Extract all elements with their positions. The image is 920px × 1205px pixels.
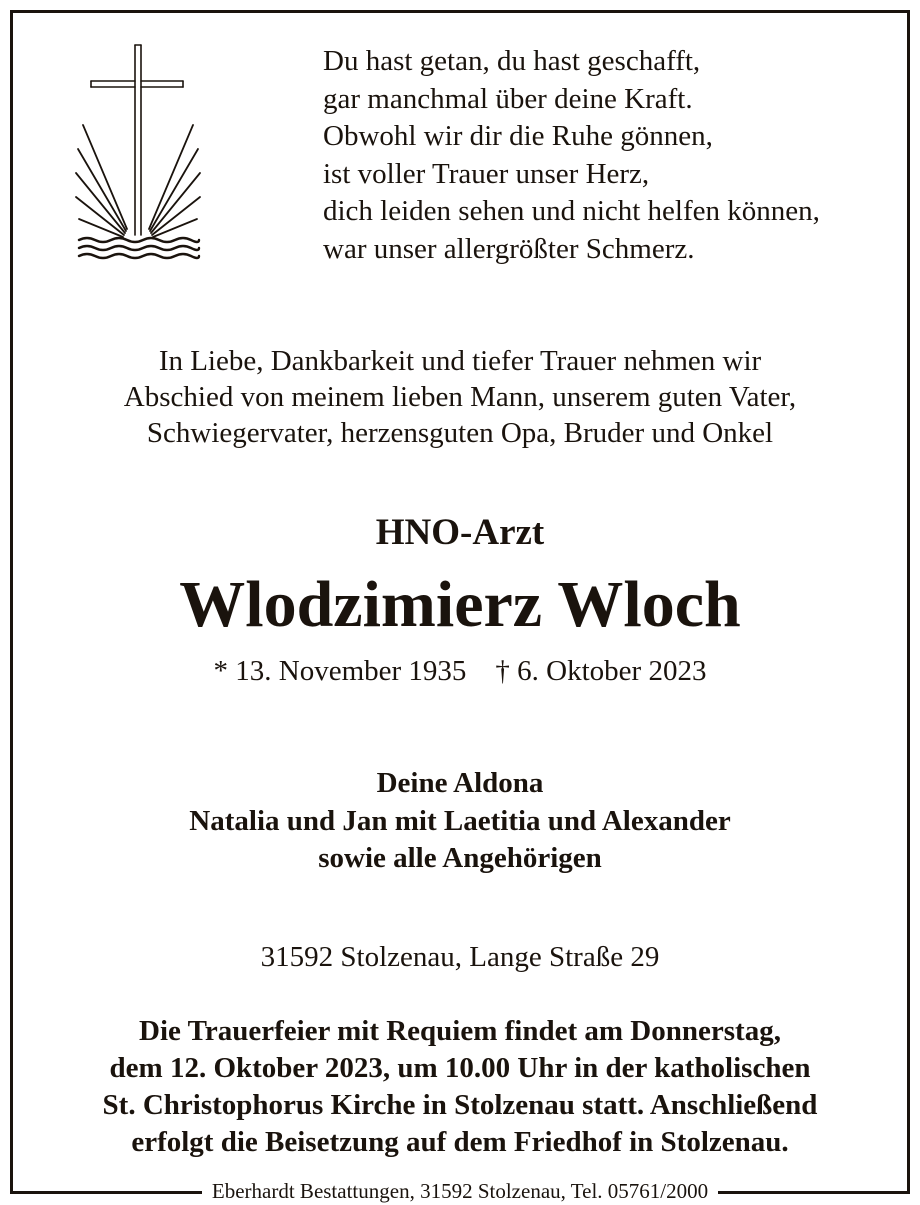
life-dates: * 13. November 1935 † 6. Oktober 2023 [213, 655, 707, 687]
poem-line: Obwohl wir dir die Ruhe gönnen, [323, 120, 713, 152]
farewell-intro [13, 343, 907, 451]
mourners-list [13, 765, 907, 878]
poem-line: ist voller Trauer unser Herz, [323, 157, 650, 190]
deceased-name: Wlodzimierz Wloch [179, 568, 741, 641]
intro-line: In Liebe, Dankbarkeit und tiefer Trauer nehmen wir [158, 345, 762, 377]
service-line: dem 12. Oktober 2023, um 10.00 Uhr in der katholischen [109, 1052, 811, 1084]
poem-line: Du hast getan, du hast geschafft, [323, 45, 701, 77]
poem-line: gar manchmal über deine Kraft. [323, 82, 693, 115]
funeral-service-notice [13, 1013, 907, 1161]
poem-line: dich leiden sehen und nicht helfen können, [323, 195, 820, 227]
obituary-frame [10, 10, 910, 1203]
deceased-profession: HNO-Arzt [375, 512, 545, 553]
mourner-line: Natalia und Jan mit Laetitia und Alexander [189, 804, 731, 837]
funeral-home-footer [13, 1177, 907, 1205]
cross-sun-waves-icon [71, 43, 206, 268]
poem [323, 43, 893, 268]
service-line: Die Trauerfeier mit Requiem findet am Donnerstag, [139, 1015, 781, 1047]
funeral-home-contact: Eberhardt Bestattungen, 31592 Stolzenau, Tel. 05761/2000 [202, 1177, 718, 1205]
family-address: 31592 Stolzenau, Lange Straße 29 [260, 941, 660, 973]
service-line: erfolgt die Beisetzung auf dem Friedhof in Stolzenau. [131, 1126, 789, 1158]
mourner-line: sowie alle Angehörigen [318, 842, 602, 874]
intro-line: Abschied von meinem lieben Mann, unserem guten Vater, [123, 381, 797, 413]
service-line: St. Christophorus Kirche in Stolzenau statt. Anschließend [102, 1089, 818, 1121]
mourner-line: Deine Aldona [376, 767, 544, 799]
poem-line: war unser allergrößter Schmerz. [323, 232, 695, 265]
intro-line: Schwiegervater, herzensguten Opa, Bruder und Onkel [146, 417, 774, 449]
